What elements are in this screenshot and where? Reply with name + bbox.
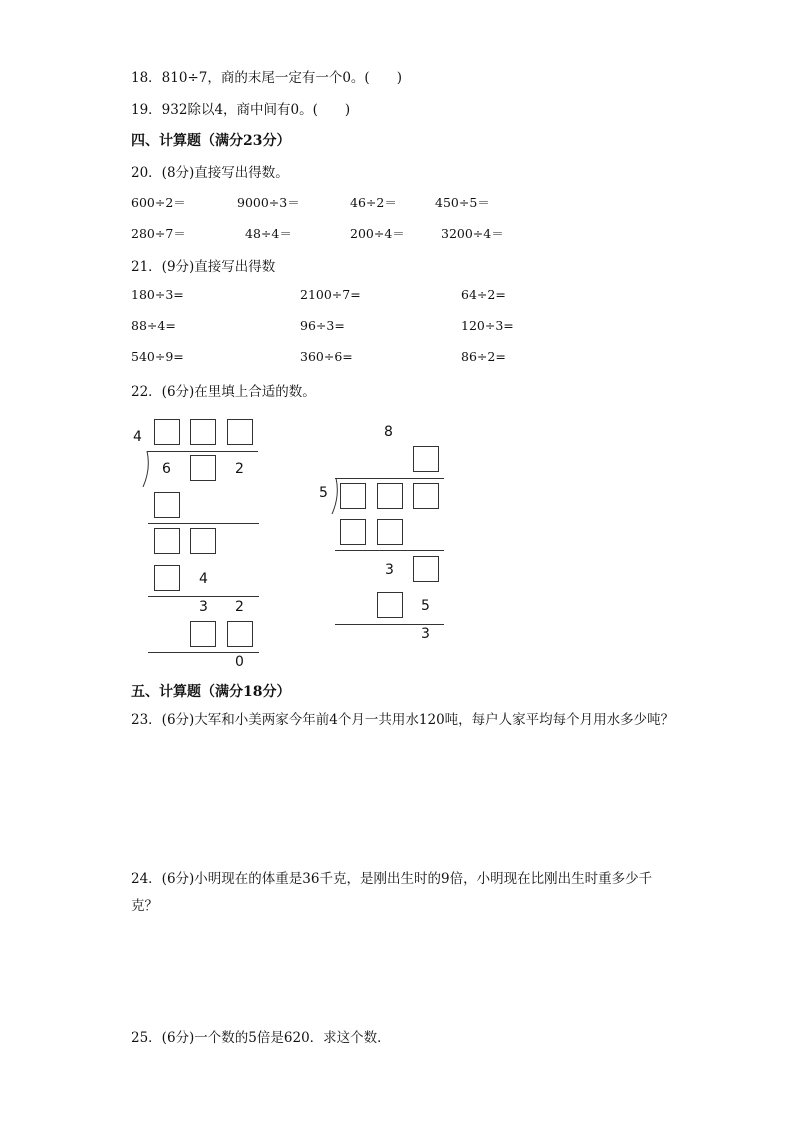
question-20-title: 20．(8分)直接写出得数。 — [131, 165, 289, 181]
answer-box[interactable] — [413, 556, 439, 582]
answer-box[interactable] — [227, 621, 253, 647]
quotient-digit: 8 — [384, 424, 393, 440]
q20-item: 450÷5＝ — [435, 195, 490, 210]
digit: 3 — [385, 562, 394, 578]
q21-item: 88÷4= — [131, 318, 176, 333]
q20-item: 280÷7＝ — [131, 226, 186, 241]
answer-box[interactable] — [154, 492, 180, 518]
division-bracket — [330, 478, 340, 514]
q20-item: 46÷2＝ — [350, 195, 397, 210]
section-4-heading: 四、计算题（满分23分） — [131, 133, 291, 149]
answer-box[interactable] — [154, 528, 180, 554]
q21-item: 2100÷7= — [300, 287, 361, 302]
q21-item: 64÷2= — [461, 287, 506, 302]
answer-box[interactable] — [190, 621, 216, 647]
digit: 3 — [199, 599, 208, 615]
question-23: 23．(6分)大军和小美两家今年前4个月一共用水120吨，每户人家平均每个月用水多少吨？ — [131, 712, 675, 728]
divisor: 5 — [319, 485, 328, 501]
answer-box[interactable] — [154, 565, 180, 591]
answer-box[interactable] — [377, 592, 403, 618]
question-21-title: 21．(9分)直接写出得数 — [131, 259, 276, 275]
remainder: 0 — [235, 654, 244, 670]
digit: 5 — [421, 598, 430, 614]
remainder: 3 — [421, 626, 430, 642]
q20-item: 9000÷3＝ — [237, 195, 300, 210]
question-19: 19．932除以4，商中间有0。( ) — [131, 102, 351, 118]
question-22-title: 22．(6分)在里填上合适的数。 — [131, 384, 316, 400]
subtraction-line — [335, 550, 444, 551]
section-5-heading: 五、计算题（满分18分） — [131, 684, 291, 700]
answer-box[interactable] — [190, 455, 216, 481]
answer-box[interactable] — [340, 483, 366, 509]
division-bracket — [141, 451, 151, 487]
q20-item: 600÷2＝ — [131, 195, 186, 210]
answer-box[interactable] — [413, 483, 439, 509]
subtraction-line — [148, 652, 259, 653]
digit: 4 — [199, 571, 208, 587]
q21-item: 540÷9= — [131, 349, 184, 364]
subtraction-line — [148, 596, 259, 597]
q20-item: 200÷4＝ — [350, 226, 405, 241]
q21-item: 86÷2= — [461, 349, 506, 364]
q20-item: 3200÷4＝ — [441, 226, 504, 241]
question-25: 25．(6分)一个数的5倍是620．求这个数． — [131, 1030, 391, 1046]
q21-item: 360÷6= — [300, 349, 353, 364]
division-bar — [147, 451, 258, 452]
answer-box[interactable] — [190, 419, 216, 445]
digit: 2 — [235, 599, 244, 615]
answer-box[interactable] — [190, 528, 216, 554]
q21-item: 180÷3= — [131, 287, 184, 302]
answer-box[interactable] — [227, 419, 253, 445]
subtraction-line — [335, 624, 444, 625]
dividend-digit: 2 — [235, 461, 244, 477]
q20-item: 48÷4＝ — [245, 226, 292, 241]
question-24: 24．(6分)小明现在的体重是36千克，是刚出生时的9倍，小明现在比刚出生时重多少千克？ — [131, 871, 653, 914]
dividend-digit: 6 — [162, 461, 171, 477]
subtraction-line — [148, 523, 259, 524]
divisor: 4 — [133, 429, 142, 445]
q21-item: 120÷3= — [461, 318, 514, 333]
answer-box[interactable] — [377, 483, 403, 509]
answer-box[interactable] — [377, 519, 403, 545]
division-bar — [335, 478, 444, 479]
q21-item: 96÷3= — [300, 318, 345, 333]
answer-box[interactable] — [154, 419, 180, 445]
answer-box[interactable] — [340, 519, 366, 545]
answer-box[interactable] — [413, 446, 439, 472]
question-18: 18．810÷7，商的末尾一定有一个0。( ) — [131, 70, 402, 86]
